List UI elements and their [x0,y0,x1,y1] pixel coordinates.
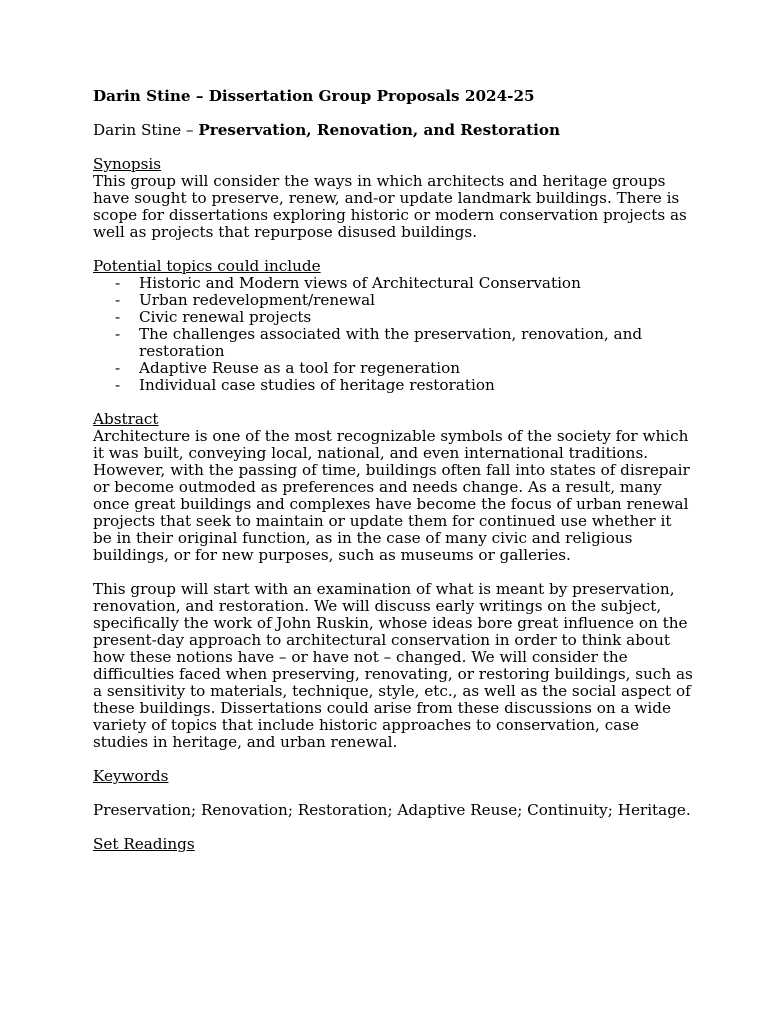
keywords-text: Preservation; Renovation; Restoration; Adaptive Reuse; Continuity; Heritage. [93,801,691,819]
spacer [93,139,693,156]
spacer [93,785,693,802]
list-item [93,360,693,377]
list-bullet: - [115,325,121,343]
list-item-text: Civic renewal projects [139,308,312,326]
keywords-heading: Keywords [93,767,169,785]
list-bullet: - [115,308,121,326]
list-bullet: - [115,291,121,309]
group-author: Darin Stine – [93,121,199,139]
group-heading [93,122,693,139]
abstract-paragraph-1: Architecture is one of the most recognizable symbols of the society for which it was built, conveying local, national, and even international traditions. However, with the passing of time, buildings often fall into states of disrepair or become outmoded as preferences and needs change. As a result, many once great buildings and complexes have become the focus of urban renewal projects that seek to maintain or update them for continued use whether it be in their original function, as in the case of many civic and religious buildings, or for new purposes, such as museums or galleries. [93,427,690,564]
list-bullet: - [115,274,121,292]
spacer [93,819,693,836]
document-page [93,88,693,853]
list-item-text: The challenges associated with the preservation, renovation, and restoration [139,325,643,360]
list-item [93,309,693,326]
list-item [93,292,693,309]
list-item-text: Adaptive Reuse as a tool for regeneration [139,359,461,377]
abstract-heading: Abstract [93,410,159,428]
list-bullet: - [115,376,121,394]
group-title: Preservation, Renovation, and Restoration [198,121,561,139]
list-item [93,377,693,394]
list-item-text: Historic and Modern views of Architectural Conservation [139,274,581,292]
document-title: Darin Stine – Dissertation Group Proposals 2024-25 [93,87,535,105]
spacer [93,751,693,768]
spacer [93,105,693,122]
readings-heading: Set Readings [93,835,195,853]
spacer [93,241,693,258]
abstract-paragraph-2: This group will start with an examination of what is meant by preservation, renovation, and restoration. We will discuss early writings on the subject, specifically the work of John Ruskin, whose ideas bore great influence on the present-day approach to architectural conservation in order to think about how these notions have – or have not – changed. We will consider the difficulties faced when preserving, renovating, or restoring buildings, such as a sensitivity to materials, technique, style, etc., as well as the social aspect of these buildings. Dissertations could arise from these discussions on a wide variety of topics that include historic approaches to conservation, case studies in heritage, and urban renewal. [93,580,693,751]
spacer [93,394,693,411]
list-item [93,275,693,292]
list-item [93,326,693,360]
topics-list [93,275,693,394]
synopsis-text: This group will consider the ways in which architects and heritage groups have sought to preserve, renew, and-or update landmark buildings. There is scope for dissertations exploring historic or modern conservation projects as well as projects that repurpose disused buildings. [93,172,687,241]
topics-heading: Potential topics could include [93,257,321,275]
list-item-text: Urban redevelopment/renewal [139,291,376,309]
synopsis-heading: Synopsis [93,155,162,173]
list-item-text: Individual case studies of heritage restoration [139,376,495,394]
list-bullet: - [115,359,121,377]
spacer [93,564,693,581]
